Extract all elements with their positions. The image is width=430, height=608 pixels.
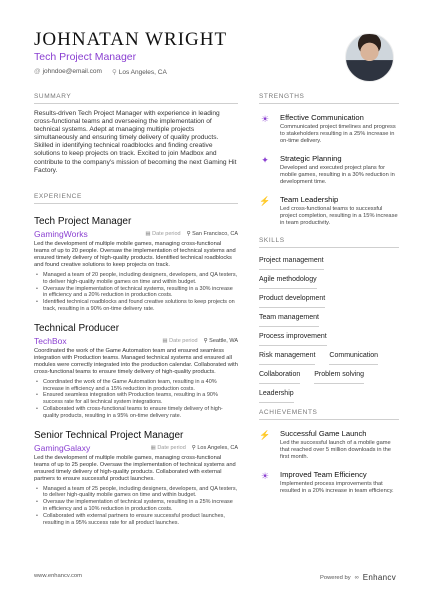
enhancv-logo-icon: ∞ [354,574,359,581]
bolt-icon: ⚡ [259,196,271,206]
skill-tag: Communication [329,346,378,365]
strengths-section [259,93,399,227]
page-footer [34,573,396,582]
strength-desc: Developed and executed project plans for mobile games, resulting in a 30% reduction in development time. [280,165,395,185]
strength-title: Team Leadership [280,195,339,204]
skill-tag: Product development [259,289,325,308]
location-pin-icon: ⚲ [203,337,208,344]
candidate-role: Tech Project Manager [34,51,137,63]
strength-title: Strategic Planning [280,154,342,163]
experience-section [34,193,238,526]
job-description: Led the development of multiple mobile games, managing cross-functional teams of up to 25 people. Oversaw the implementation of technical systems and ensured timely delivery of high-quality products. Collaborated with external partners to ensure successful product launches. [34,454,236,482]
job-title: Technical Producer [34,322,120,334]
skill-tag: Problem solving [314,365,364,384]
bullet-item: • Coordinated the work of the Game Automation team, resulting in a 40% increase in efficiency and a 15% reduction in production costs. [34,379,238,393]
company-name: GamingGalaxy [34,442,91,453]
job-entry [34,216,238,313]
job-bullets [34,272,238,313]
resume-header [34,30,334,76]
job-entry [34,430,238,527]
company-name: TechBox [34,335,67,346]
bullet-item: • Ensured seamless integration with Production teams, resulting in a 90% success rate for all technical system integrations. [34,392,238,406]
at-icon: @ [34,68,41,75]
brand-name[interactable]: Enhancv [362,573,396,582]
location-pin-icon: ⚲ [111,69,117,76]
bullet-item: • Oversaw the implementation of technical systems, resulting in a 25% increase in efficiency and a 10% reduction in production costs. [34,499,238,513]
bulb-icon: ☀ [260,114,270,124]
job-date: Date period [169,337,198,344]
strength-item [259,195,399,227]
email[interactable]: johndoe@email.com [42,68,102,75]
footer-website[interactable]: www.enhancv.com [34,573,82,579]
calendar-icon: ▦ [162,337,168,344]
job-description: Led the development of multiple mobile games, managing cross-functional teams of up to 20 people. Oversaw the implementation of technical systems and ensured timely delivery of high-quality products. Identified technical roadblocks and found creative solutions to keep projects on track. [34,241,236,268]
skill-tag: Collaboration [259,365,300,384]
job-location: Seattle, WA [209,337,238,344]
bullet-item: • Identified technical roadblocks and found creative solutions to keep projects on track, resulting in a 90% on-time delivery rate. [34,299,238,313]
bullet-item: • Oversaw the implementation of technical systems, resulting in a 30% increase in efficiency and a 20% reduction in production costs. [34,286,238,300]
location: Los Angeles, CA [118,69,167,76]
location-pin-icon: ⚲ [186,231,191,237]
bolt-icon: ⚡ [259,430,271,440]
job-bullets [34,379,238,420]
bullet-item: • Collaborated with cross-functional teams to ensure timely delivery of high-quality products, resulting in a 95% on-time delivery rate. [34,406,238,420]
achievement-item [259,470,399,495]
summary-section [34,93,238,175]
job-description: Coordinated the work of the Game Automation team and ensured seamless integration with Production teams. Managed technical systems and ensured all modules were correctly integrated into the production calendar. Collaborated with cross-functional teams to ensure timely delivery of high-quality products. [34,347,238,375]
strength-desc: Communicated project timelines and progress to stakeholders resulting in a 25% increase in on-time delivery. [280,124,396,144]
strengths-heading: STRENGTHS [259,93,399,104]
summary-heading: SUMMARY [34,93,238,104]
candidate-name: JOHNATAN WRIGHT [34,29,228,50]
achievement-desc: Implemented process improvements that resulted in a 20% increase in team efficiency. [280,481,394,494]
bullet-item: • Collaborated with external partners to ensure successful product launches, resulting in a 95% success rate for all product launches. [34,513,238,527]
skill-tag: Process improvement [259,327,327,346]
job-title: Senior Technical Project Manager [34,429,184,441]
achievement-item [259,429,399,461]
bullet-item: • Managed a team of 25 people, including designers, developers, and QA testers, to deliver high-quality mobile games on time and within budget. [34,486,238,500]
skill-tag: Project management [259,251,324,270]
skill-tag: Team management [259,308,319,327]
calendar-icon: ▦ [145,231,151,237]
skills-heading: SKILLS [259,237,399,248]
profile-photo [345,33,394,82]
job-location: San Francisco, CA [192,231,238,237]
bulb-icon: ☀ [260,471,270,481]
strength-title: Effective Communication [280,113,364,122]
achievement-title: Improved Team Efficiency [280,470,367,479]
bullet-item: • Managed a team of 20 people, including designers, developers, and QA testers, to deliver high-quality mobile games on time and within budget. [34,272,238,286]
skills-section [259,237,399,403]
calendar-icon: ▦ [150,444,156,451]
achievement-title: Successful Game Launch [280,429,367,438]
achievements-heading: ACHIEVEMENTS [259,409,399,420]
job-location: Los Angeles, CA [197,444,238,451]
job-entry [34,323,238,420]
sparkle-icon: ✦ [261,155,269,165]
achievement-desc: Led the successful launch of a mobile game that reached over 5 million downloads in the first month. [280,440,391,460]
achievements-section [259,409,399,495]
summary-text: Results-driven Tech Project Manager with experience in leading cross-functional teams and overseeing the implementation of technical systems. Adept at managing multiple projects simultaneously and ensuring timely delivery of quality products. Skilled in identifying technical roadblocks and finding creative solutions to keep projects on track. Excited to join Madbox and contribute to the company's mission of becoming the next Gaming Hit Factory. [34,110,237,174]
location-pin-icon: ⚲ [191,444,196,451]
skill-tag: Risk management [259,346,315,365]
job-bullets [34,486,238,527]
strength-desc: Led cross-functional teams to successful project completion, resulting in a 15% increase in team productivity. [280,206,398,226]
strength-item [259,154,399,186]
skill-tag: Leadership [259,384,294,403]
job-date: Date period [152,231,181,237]
skills-list [259,251,399,403]
strength-item [259,113,399,145]
company-name: GamingWorks [34,229,88,239]
job-date: Date period [157,444,186,451]
experience-heading: EXPERIENCE [34,193,238,204]
skill-tag: Agile methodology [259,270,317,289]
contact-info [34,68,334,76]
job-title: Tech Project Manager [34,216,132,227]
powered-by-label: Powered by [320,574,351,581]
